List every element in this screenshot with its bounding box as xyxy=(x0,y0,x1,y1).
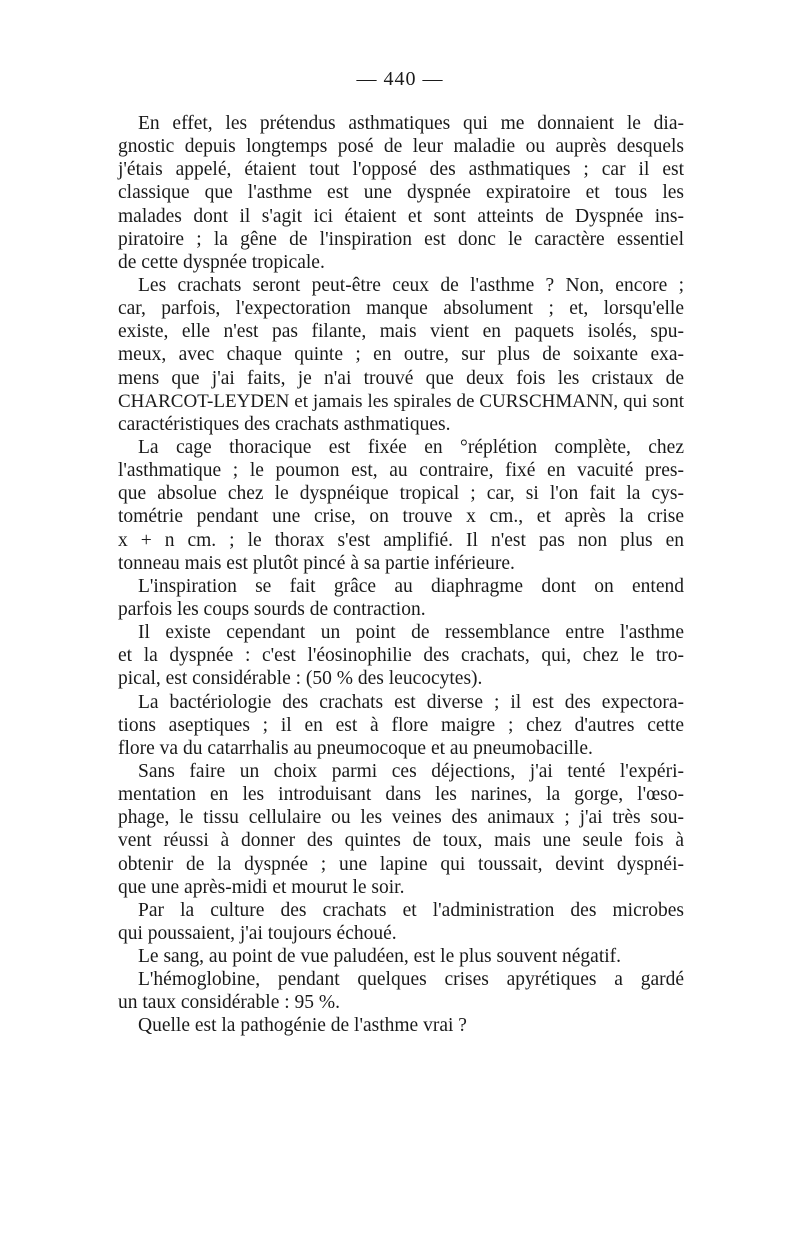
text-line: La cage thoracique est fixée en °réplétion complète, chez xyxy=(138,436,684,458)
text-line: Quelle est la pathogénie de l'asthme vrai ? xyxy=(138,1015,467,1037)
text-line: Les crachats seront peut-être ceux de l'asthme ? Non, encore ; xyxy=(138,274,684,296)
text-line: Sans faire un choix parmi ces déjections, j'ai tenté l'expéri- xyxy=(138,760,684,782)
text-line: piratoire ; la gêne de l'inspiration est donc le caractère essentiel xyxy=(118,228,684,250)
text-line: parfois les coups sourds de contraction. xyxy=(118,598,426,620)
text-line: tométrie pendant une crise, on trouve x cm., et après la crise xyxy=(118,506,684,528)
text-line: flore va du catarrhalis au pneumocoque et au pneumobacille. xyxy=(118,737,593,759)
text-line: et la dyspnée : c'est l'éosinophilie des crachats, qui, chez le tro- xyxy=(118,645,684,667)
text-line: CHARCOT-LEYDEN et jamais les spirales de CURSCHMANN, qui sont xyxy=(118,390,684,412)
text-line: mentation en les introduisant dans les narines, la gorge, l'œso- xyxy=(118,784,684,806)
text-line: La bactériologie des crachats est diverse ; il est des expectora- xyxy=(138,691,684,713)
text-line: En effet, les prétendus asthmatiques qui me donnaient le dia- xyxy=(138,113,684,134)
body-text xyxy=(118,112,684,1038)
text-line: Par la culture des crachats et l'administration des microbes xyxy=(138,899,684,921)
text-line: que une après-midi et mourut le soir. xyxy=(118,876,405,898)
text-line: phage, le tissu cellulaire ou les veines des animaux ; j'ai très sou- xyxy=(118,807,684,829)
text-line: qui poussaient, j'ai toujours échoué. xyxy=(118,922,397,944)
text-line: tions aseptiques ; il en est à flore maigre ; chez d'autres cette xyxy=(118,714,684,736)
text-line: mens que j'ai faits, je n'ai trouvé que deux fois les cristaux de xyxy=(118,367,684,389)
text-line: un taux considérable : 95 %. xyxy=(118,992,341,1014)
text-line: de cette dyspnée tropicale. xyxy=(118,251,325,273)
text-line: j'étais appelé, étaient tout l'opposé des asthmatiques ; car il est xyxy=(118,159,684,181)
text-line: l'asthmatique ; le poumon est, au contraire, fixé en vacuité pres- xyxy=(118,460,684,482)
text-line: caractéristiques des crachats asthmatiques. xyxy=(118,413,451,435)
text-line: existe, elle n'est pas filante, mais vient en paquets isolés, spu- xyxy=(118,321,684,343)
text-line: vent réussi à donner des quintes de toux, mais une seule fois à xyxy=(118,830,684,852)
text-line: x + n cm. ; le thorax s'est amplifié. Il n'est pas non plus en xyxy=(118,529,684,551)
text-line: Il existe cependant un point de ressemblance entre l'asthme xyxy=(138,622,684,644)
text-line: malades dont il s'agit ici étaient et sont atteints de Dyspnée ins- xyxy=(118,205,684,227)
text-line: L'inspiration se fait grâce au diaphragme dont on entend xyxy=(138,575,684,597)
text-line: Le sang, au point de vue paludéen, est le plus souvent négatif. xyxy=(138,946,622,968)
text-line: meux, avec chaque quinte ; en outre, sur plus de soixante exa- xyxy=(118,344,684,366)
text-line: classique que l'asthme est une dyspnée expiratoire et tous les xyxy=(118,182,684,204)
text-line: car, parfois, l'expectoration manque absolument ; et, lorsqu'elle xyxy=(118,298,684,320)
text-line: L'hémoglobine, pendant quelques crises apyrétiques a gardé xyxy=(138,969,684,991)
text-line: pical, est considérable : (50 % des leucocytes). xyxy=(118,668,483,690)
text-line: que absolue chez le dyspnéique tropical ; car, si l'on fait la cys- xyxy=(118,483,684,505)
text-line: gnostic depuis longtemps posé de leur maladie ou auprès desquels xyxy=(118,136,684,158)
text-line: tonneau mais est plutôt pincé à sa partie inférieure. xyxy=(118,552,515,574)
page-number: — 440 — xyxy=(356,68,444,90)
text-line: obtenir de la dyspnée ; une lapine qui toussait, devint dyspnéi- xyxy=(118,853,684,875)
